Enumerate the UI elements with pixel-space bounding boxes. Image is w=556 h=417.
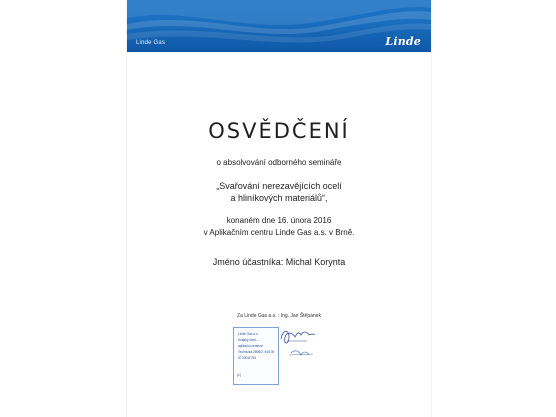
seminar-date: konaném dne 16. února 2016 bbox=[226, 216, 332, 225]
stamp-mark: (1) bbox=[237, 373, 241, 377]
company-stamp bbox=[233, 327, 279, 385]
stamp-line: Linde Gas a.s. bbox=[238, 332, 259, 336]
seminar-place: v Aplikačním centru Linde Gas a.s. v Brně. bbox=[203, 228, 355, 237]
stamp-line: Krajský úřad – bbox=[238, 338, 259, 342]
seminar-name-line-2: a hliníkových materiálů“, bbox=[230, 193, 328, 203]
linde-logo: Linde bbox=[385, 35, 421, 48]
certificate-title: OSVĚDČENÍ bbox=[208, 119, 350, 143]
header-banner bbox=[127, 0, 431, 52]
handwritten-signature bbox=[277, 325, 317, 375]
certificate-subtitle: o absolvování odborného semináře bbox=[216, 158, 342, 167]
stamp-line: IČ 00011754 bbox=[238, 356, 257, 360]
participant-label: Jméno účastníka: bbox=[212, 257, 284, 267]
participant-line bbox=[127, 257, 431, 267]
certificate-page bbox=[127, 0, 431, 417]
stamp-line: Technická 2896/2, 616 00 bbox=[238, 350, 275, 354]
stamp-line: aplikační centrum bbox=[238, 344, 263, 348]
participant-name: Michal Korynta bbox=[285, 257, 346, 267]
signatory-line: Za Linde Gas a.s. : Ing. Jan Štěpánek bbox=[237, 313, 321, 319]
company-label: Linde Gas bbox=[136, 40, 166, 46]
seminar-name-line-1: „Svařování nerezavějících ocelí bbox=[216, 181, 342, 191]
